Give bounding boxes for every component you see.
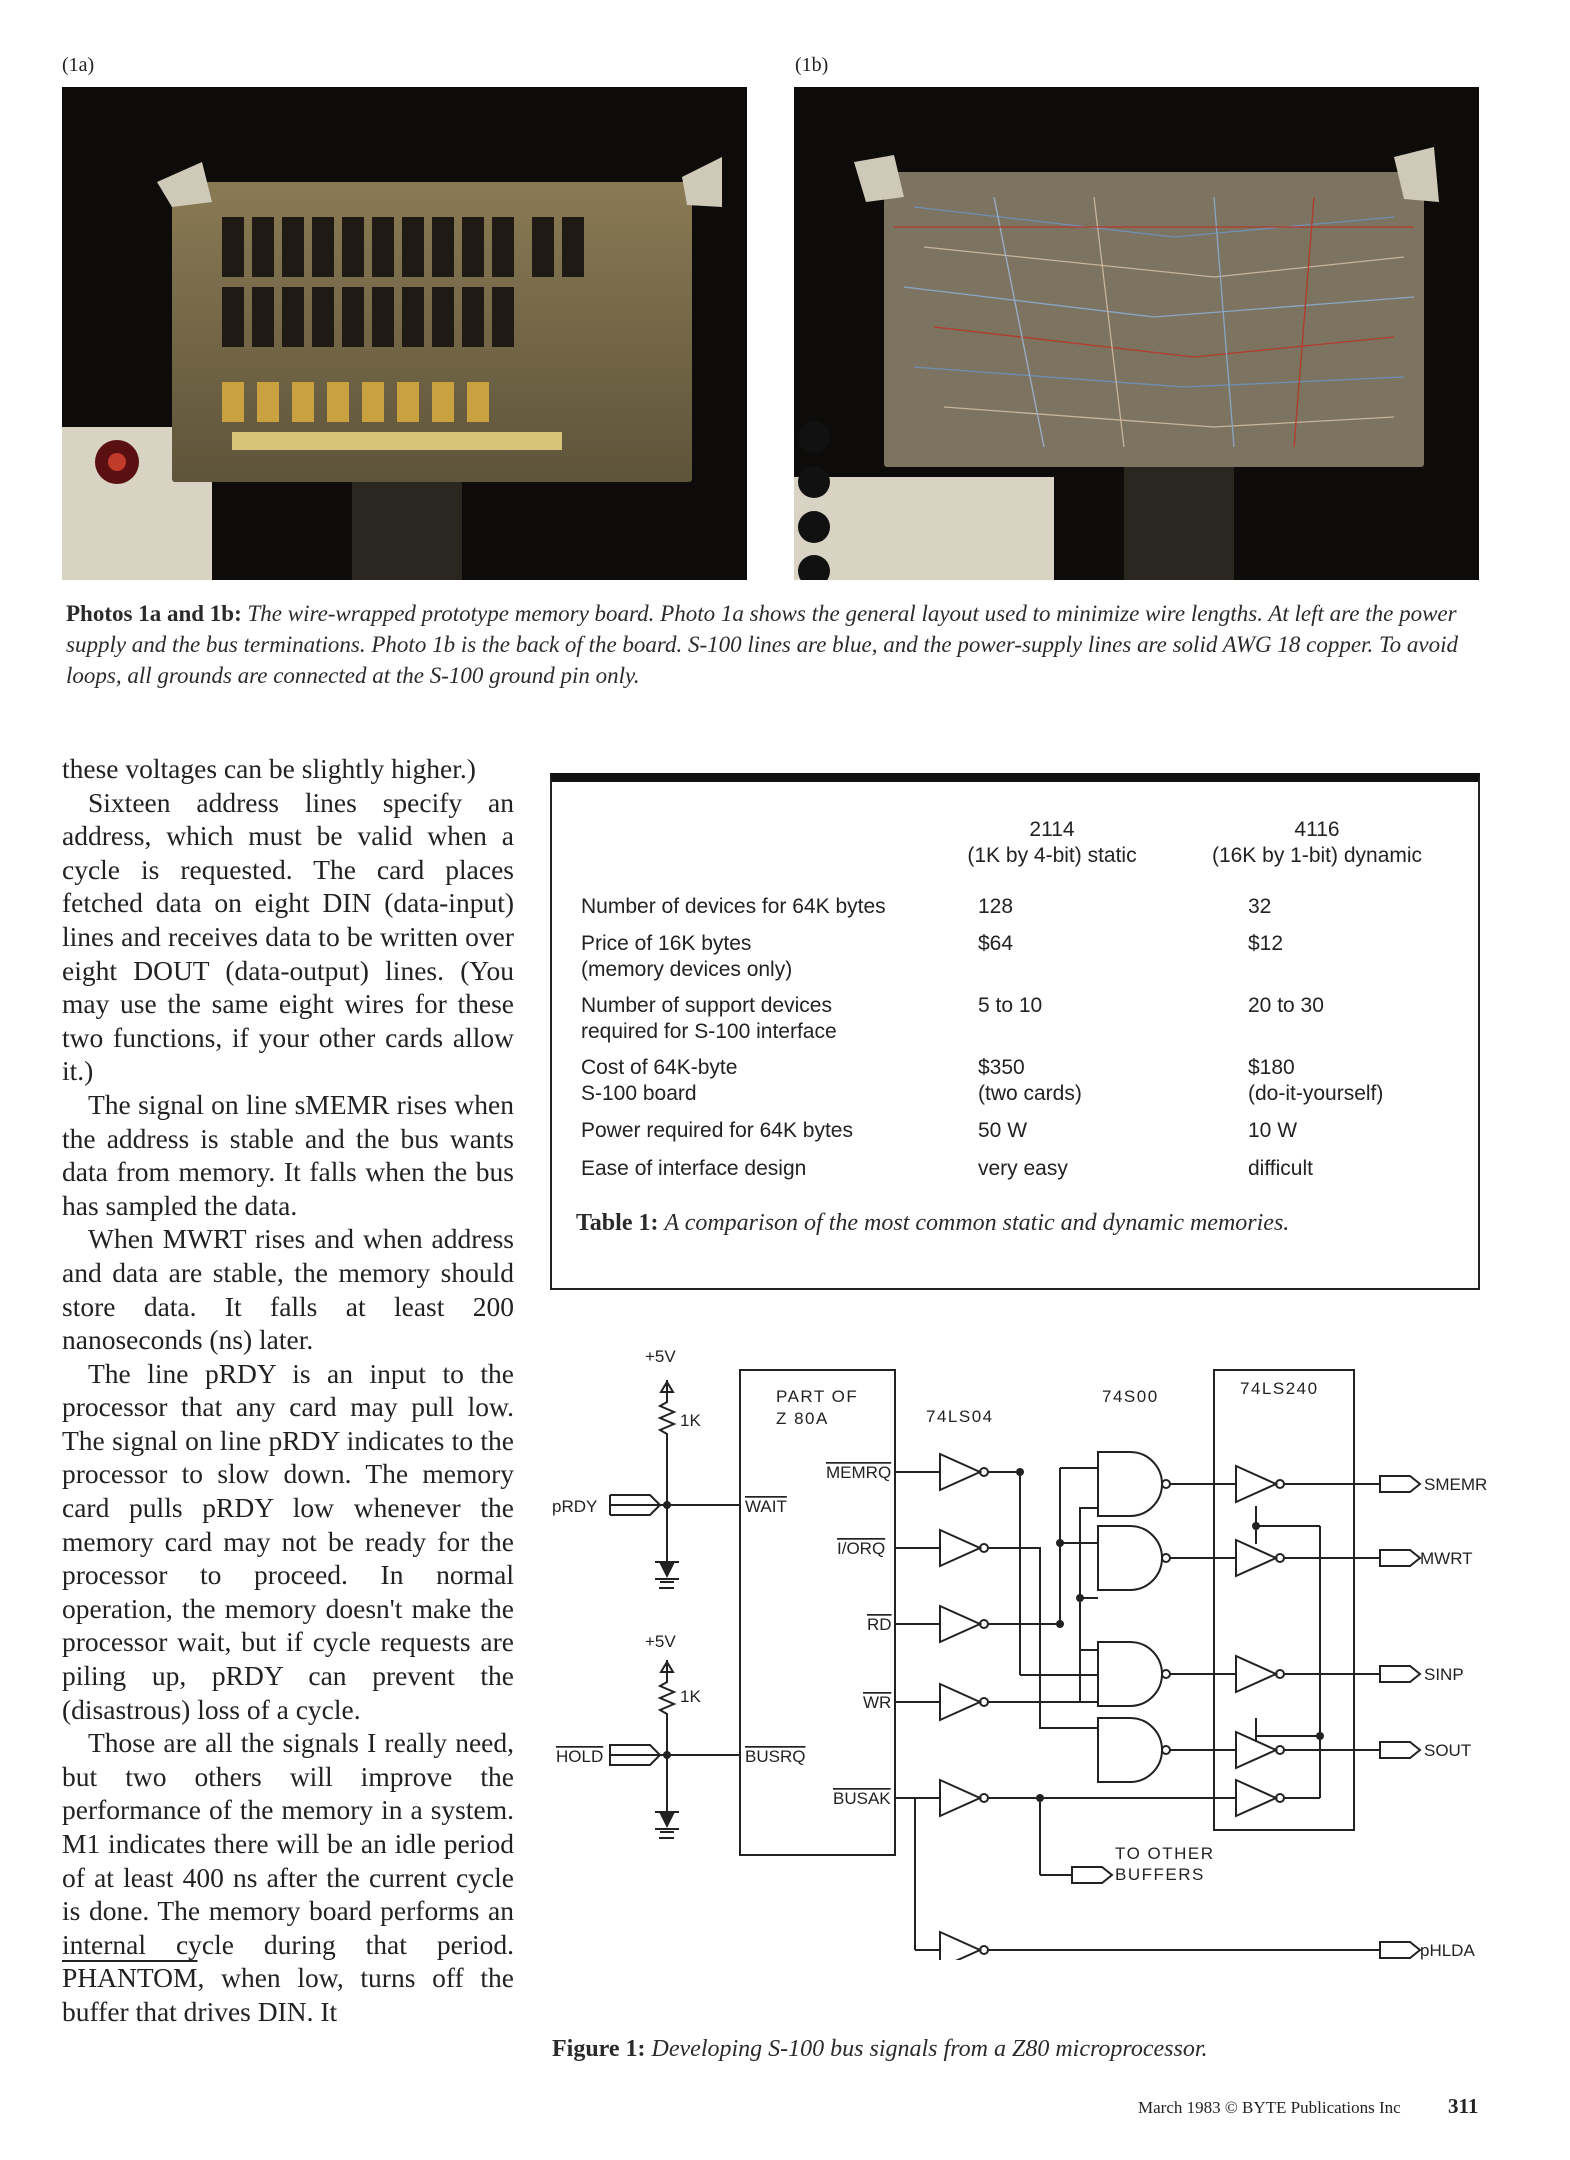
label-out-smemr: SMEMR [1424,1475,1488,1494]
label-out-mwrt: MWRT [1420,1549,1473,1568]
table-col-2114-header: 2114 (1K by 4-bit) static [967,818,1137,867]
table-row-label: Ease of interface design [581,1157,807,1180]
label-plus5v-top: +5V [645,1347,676,1366]
table-cell: $12 [1248,932,1284,955]
figure-1-caption [552,2036,1208,2063]
paragraph-5: The line pRDY is an input to the processor that any card may pull low. The signal on line pRDY indicates to the processor to slow down. The memory card pulls pRDY low whenever the memory card may not be ready for the processor to proceed. In normal operation, the memory doesn't make the processor wait, but if cycle requests are piling up, pRDY can prevent the (disastrous) loss of a cycle. [62,1357,514,1725]
table-cell: 50 W [978,1119,1028,1142]
photos-caption-body: The wire-wrapped prototype memory board. Photo 1a shows the general layout used to minimize wire lengths. At left are the power supply and the bus terminations. Photo 1b is the back of the board. S-100 lines are blue, and the power-supply lines are solid AWG 18 copper. To avoid loops, all grounds are connected at the S-100 ground pin only. [66,601,1458,688]
label-busak: BUSAK [833,1789,891,1808]
photo-1b-memory-board-back [794,87,1479,580]
label-memrq: MEMRQ [826,1463,892,1482]
label-prdy: pRDY [552,1497,598,1516]
label-busrq: BUSRQ [745,1747,806,1766]
figure-caption-body: Developing S-100 bus signals from a Z80 microprocessor. [651,2036,1208,2062]
table-cell: 32 [1248,895,1272,918]
table-caption-head: Table 1: [576,1210,659,1236]
table-col-4116-header: 4116 (16K by 1-bit) dynamic [1211,818,1423,867]
label-chip-74ls04: 74LS04 [926,1407,994,1426]
paragraph-6-text-c: , when low, turns off the buffer that drives DIN. It [62,1962,514,2027]
label-rd: RD [867,1615,892,1634]
label-iorq: I/ORQ [837,1539,886,1558]
table-cell: $64 [978,932,1014,955]
table-cell: 128 [978,895,1014,918]
label-to-other-2: BUFFERS [1115,1865,1205,1884]
table-row-label: Number of support devices required for S-100 interface [581,994,837,1043]
label-wait: WAIT [745,1497,787,1516]
table-cell: $180 (do-it-yourself) [1248,1056,1384,1105]
figure-1-schematic [550,1330,1490,1960]
table-cell: $350 (two cards) [978,1056,1082,1105]
label-chip-74ls240: 74LS240 [1240,1379,1319,1398]
photo-1a-label: (1a) [62,54,95,76]
paragraph-6-text-a: Those are all the signals I really need, but two others will improve the performance of the memory in a system. M1 indicates there will be an idle period of at least 400 ns after the current cycle is done. The memory board performs an internal cycle during that period. [62,1727,514,1960]
label-hold: HOLD [556,1747,604,1766]
table-1-caption [576,1210,1289,1237]
paragraph-3: The signal on line sMEMR rises when the address is stable and the bus wants data from memory. It falls when the bus has sampled the data. [62,1088,514,1221]
table-cell: 10 W [1248,1119,1298,1142]
phantom-signal: PHANTOM [62,1962,198,1994]
paragraph-2: Sixteen address lines specify an address, which must be valid when a cycle is requested. The card places fetched data on eight DIN (data-input) lines and receives data to be written over eight DOUT (data-output) lines. (You may use the same eight wires for these two functions, if your other cards allow it.) [62,786,514,1087]
photos-caption-head: Photos 1a and 1b: [66,601,242,626]
table-row-label: Power required for 64K bytes [581,1119,853,1142]
label-out-sout: SOUT [1424,1741,1472,1760]
label-cpu-title: PART OF [776,1387,859,1406]
table-caption-body: A comparison of the most common static and dynamic memories. [664,1210,1290,1236]
photo-1b-label: (1b) [795,54,829,76]
label-to-other-1: TO OTHER [1115,1844,1215,1863]
label-chip-74s00: 74S00 [1102,1387,1159,1406]
table-cell: very easy [978,1157,1068,1180]
paragraph-4: When MWRT rises and when address and data are stable, the memory should store data. It falls at least 200 nanoseconds (ns) later. [62,1223,514,1356]
label-out-sinp: SINP [1424,1665,1464,1684]
paragraph-1: these voltages can be slightly higher.) [62,753,476,784]
table-row-label: Number of devices for 64K bytes [581,895,886,918]
table-cell: difficult [1248,1157,1313,1180]
label-resistor-top: 1K [680,1411,701,1430]
table-row-label: Cost of 64K-byte S-100 board [581,1056,738,1105]
label-resistor-bottom: 1K [680,1687,701,1706]
table-cell: 5 to 10 [978,994,1043,1017]
paragraph-6 [62,1726,514,2028]
label-plus5v-bottom: +5V [645,1632,676,1651]
figure-caption-head: Figure 1: [552,2036,646,2062]
label-cpu-subtitle: Z 80A [776,1409,829,1428]
label-out-phlda: pHLDA [1420,1941,1475,1960]
page-number: 311 [1448,2094,1479,2118]
table-row-label: Price of 16K bytes (memory devices only) [581,932,793,981]
photos-caption [66,598,1486,691]
photo-1a-memory-board-front [62,87,747,580]
footer-credit: March 1983 © BYTE Publications Inc [1138,2098,1401,2117]
body-text-column [62,752,514,2029]
table-cell: 20 to 30 [1248,994,1324,1017]
label-wr: WR [863,1693,892,1712]
